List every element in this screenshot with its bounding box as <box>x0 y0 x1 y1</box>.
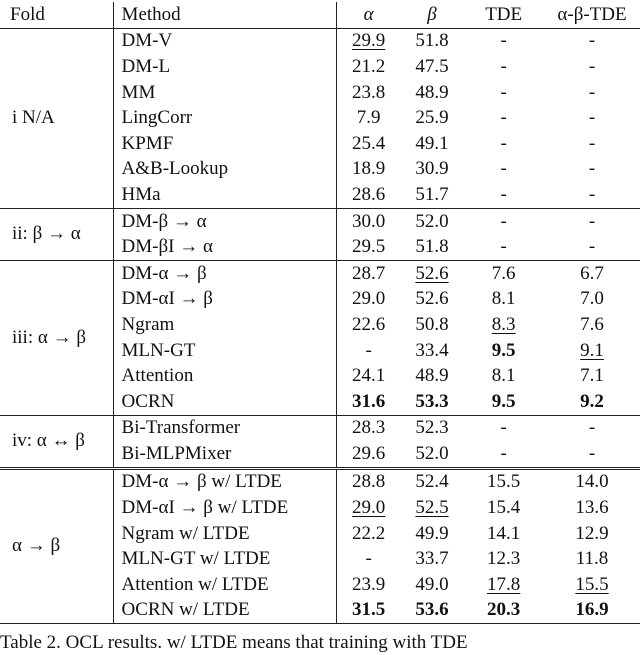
alpha-beta-tde-cell: 16.9 <box>544 598 640 624</box>
beta-cell: 49.9 <box>415 522 449 544</box>
alpha-beta-tde-cell: 9.2 <box>544 389 640 415</box>
tde-cell: 9.5 <box>491 339 516 361</box>
alpha-beta-tde-cell: 7.0 <box>580 288 604 310</box>
alpha-beta-tde-cell: 7.1 <box>580 365 604 387</box>
beta-cell: 49.1 <box>415 132 449 154</box>
tde-cell: 7.6 <box>491 262 516 284</box>
alpha-beta-tde-cell: - <box>588 107 596 129</box>
beta-cell: 50.8 <box>415 313 449 335</box>
beta-cell: 33.4 <box>415 339 449 361</box>
tde-cell: - <box>463 182 544 208</box>
tde-cell: - <box>500 107 507 129</box>
beta-cell: 53.3 <box>401 389 464 415</box>
method-cell: A&B-Lookup <box>113 157 336 183</box>
method-cell: DM-β → α <box>113 208 336 234</box>
alpha-cell: - <box>365 339 372 361</box>
beta-cell: 52.5 <box>415 497 449 519</box>
beta-cell: 52.4 <box>415 471 449 493</box>
table-caption: Table 2. OCL results. w/ LTDE means that training with TDE <box>0 632 468 653</box>
beta-cell: 51.7 <box>401 182 464 208</box>
results-table <box>0 2 640 624</box>
beta-cell: 52.3 <box>415 417 449 439</box>
header-alpha-beta-tde: α-β-TDE <box>544 2 640 28</box>
beta-cell: 48.9 <box>415 81 449 103</box>
header-method: Method <box>113 2 336 28</box>
beta-cell: 53.6 <box>401 598 464 624</box>
beta-cell: 52.6 <box>415 262 449 284</box>
alpha-beta-tde-cell: 14.0 <box>575 471 609 493</box>
alpha-cell: 29.0 <box>352 497 386 519</box>
alpha-cell: 29.9 <box>352 30 386 52</box>
method-cell: Ngram w/ LTDE <box>113 521 336 547</box>
header-row <box>0 2 640 28</box>
beta-cell: 52.0 <box>401 441 464 468</box>
alpha-beta-tde-cell: - <box>544 234 640 260</box>
method-cell: DM-αI → β <box>113 287 336 313</box>
beta-cell: 47.5 <box>415 55 449 77</box>
table-row <box>0 260 640 286</box>
table-row <box>0 28 640 54</box>
alpha-cell: 29.5 <box>336 234 401 260</box>
tde-cell: - <box>500 55 507 77</box>
table-row <box>0 208 640 234</box>
fold-cell-iii: iii: α → β <box>0 260 113 415</box>
alpha-beta-tde-cell: - <box>588 417 596 439</box>
tde-cell: - <box>463 234 544 260</box>
method-cell: DM-α → β <box>113 260 336 286</box>
tde-cell: - <box>500 30 507 52</box>
tde-cell: 17.8 <box>487 573 521 595</box>
header-fold: Fold <box>0 2 113 28</box>
method-cell: MM <box>113 80 336 106</box>
alpha-cell: 18.9 <box>352 158 386 180</box>
method-cell: Bi-MLPMixer <box>113 441 336 468</box>
tde-cell: 15.5 <box>487 471 521 493</box>
alpha-beta-tde-cell: - <box>544 441 640 468</box>
table-row <box>0 415 640 441</box>
tde-cell: - <box>463 441 544 468</box>
fold-cell-ltde: α → β <box>0 468 113 624</box>
method-cell: DM-L <box>113 54 336 80</box>
alpha-cell: 24.1 <box>352 365 386 387</box>
alpha-beta-tde-cell: - <box>588 132 596 154</box>
alpha-cell: 28.8 <box>352 471 386 493</box>
method-cell: MLN-GT <box>113 338 336 364</box>
beta-cell: 52.0 <box>415 210 449 232</box>
alpha-cell: 29.6 <box>336 441 401 468</box>
alpha-cell: 7.9 <box>356 107 381 129</box>
method-cell: DM-α → β w/ LTDE <box>113 468 336 495</box>
method-cell: DM-V <box>113 28 336 54</box>
tde-cell: 9.5 <box>463 389 544 415</box>
method-cell: KPMF <box>113 131 336 157</box>
header-beta: β <box>401 2 464 28</box>
tde-cell: - <box>500 210 507 232</box>
alpha-beta-tde-cell: 12.9 <box>575 522 609 544</box>
tde-cell: 8.1 <box>491 288 516 310</box>
beta-cell: 48.9 <box>415 365 449 387</box>
alpha-beta-tde-cell: - <box>588 55 596 77</box>
alpha-cell: 22.2 <box>352 522 386 544</box>
tde-cell: - <box>500 81 507 103</box>
tde-cell: 8.3 <box>491 313 516 335</box>
tde-cell: - <box>500 417 507 439</box>
tde-cell: - <box>500 158 507 180</box>
tde-cell: 12.3 <box>487 548 521 570</box>
alpha-cell: 31.6 <box>336 389 401 415</box>
method-cell: HMa <box>113 182 336 208</box>
table-row <box>0 468 640 495</box>
alpha-beta-tde-cell: - <box>588 81 596 103</box>
tde-cell: 14.1 <box>487 522 521 544</box>
beta-cell: 49.0 <box>415 573 449 595</box>
method-cell: OCRN <box>113 389 336 415</box>
method-cell: MLN-GT w/ LTDE <box>113 546 336 572</box>
alpha-cell: 28.6 <box>336 182 401 208</box>
method-cell: Bi-Transformer <box>113 415 336 441</box>
tde-cell: 15.4 <box>487 497 521 519</box>
method-cell: DM-βI → α <box>113 234 336 260</box>
method-cell: Attention w/ LTDE <box>113 572 336 598</box>
tde-cell: 8.1 <box>491 365 516 387</box>
beta-cell: 30.9 <box>415 158 449 180</box>
alpha-beta-tde-cell: 6.7 <box>580 262 604 284</box>
alpha-beta-tde-cell: 9.1 <box>580 339 604 361</box>
method-cell: DM-αI → β w/ LTDE <box>113 495 336 521</box>
fold-cell-ii: ii: β → α <box>0 208 113 260</box>
alpha-beta-tde-cell: - <box>588 210 596 232</box>
beta-cell: 25.9 <box>415 107 449 129</box>
method-cell: Ngram <box>113 312 336 338</box>
alpha-cell: 21.2 <box>352 55 386 77</box>
method-cell: OCRN w/ LTDE <box>113 598 336 624</box>
alpha-beta-tde-cell: 15.5 <box>575 573 609 595</box>
alpha-cell: 25.4 <box>352 132 386 154</box>
tde-cell: 20.3 <box>463 598 544 624</box>
tde-cell: - <box>500 132 507 154</box>
alpha-cell: - <box>365 548 372 570</box>
alpha-cell: 31.5 <box>336 598 401 624</box>
beta-cell: 52.6 <box>415 288 449 310</box>
alpha-beta-tde-cell: 7.6 <box>580 313 604 335</box>
alpha-beta-tde-cell: - <box>588 158 596 180</box>
alpha-cell: 23.9 <box>352 573 386 595</box>
alpha-cell: 30.0 <box>352 210 386 232</box>
method-cell: LingCorr <box>113 105 336 131</box>
alpha-beta-tde-cell: 13.6 <box>575 497 609 519</box>
alpha-beta-tde-cell: - <box>588 30 596 52</box>
method-cell: Attention <box>113 363 336 389</box>
alpha-beta-tde-cell: 11.8 <box>575 548 609 570</box>
beta-cell: 33.7 <box>415 548 449 570</box>
beta-cell: 51.8 <box>415 30 449 52</box>
beta-cell: 51.8 <box>401 234 464 260</box>
header-alpha: α <box>336 2 401 28</box>
header-tde: TDE <box>463 2 544 28</box>
alpha-cell: 23.8 <box>352 81 386 103</box>
alpha-cell: 22.6 <box>352 313 386 335</box>
fold-cell-i: i N/A <box>0 28 113 208</box>
alpha-cell: 29.0 <box>352 288 386 310</box>
alpha-cell: 28.3 <box>352 417 386 439</box>
fold-cell-iv: iv: α ↔ β <box>0 415 113 468</box>
alpha-cell: 28.7 <box>352 262 386 284</box>
alpha-beta-tde-cell: - <box>544 182 640 208</box>
